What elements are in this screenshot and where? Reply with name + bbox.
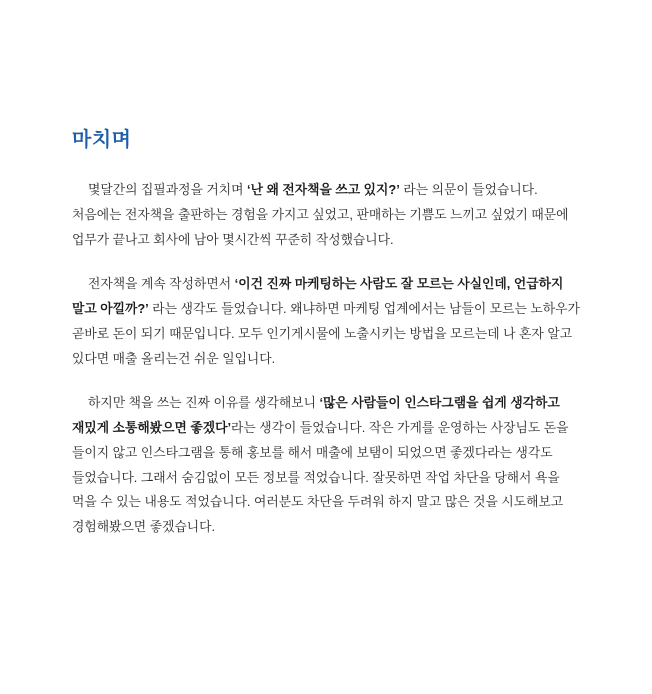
body-text: 몇달간의 집필과정을 거치며 bbox=[88, 182, 248, 197]
emphasized-text: ‘많은 사람들이 인스타그램을 쉽게 생각하고 재밌게 소통해봤으면 좋겠다’ bbox=[72, 394, 560, 435]
body-text: 라는 의문이 들었습니다. 처음에는 전자책을 출판하는 경험을 가지고 싶었고, 판매하는 기쁨도 느끼고 싶었기 때문에 업무가 끝나고 회사에 남아 몇시간씩 꾸준히 작성했습니다. bbox=[72, 182, 569, 247]
paragraph bbox=[72, 391, 580, 541]
emphasized-text: ‘난 왜 전자책을 쓰고 있지?’ bbox=[247, 182, 400, 197]
paragraph bbox=[72, 272, 580, 372]
body-text: 라는 생각도 들었습니다. 왜냐하면 마케팅 업계에서는 남들이 모르는 노하우가 곧바로 돈이 되기 때문입니다. 모두 인기게시물에 노출시키는 방법을 모르는데 나 혼자 알고 있다면 매출 올리는건 쉬운 일입니다. bbox=[72, 300, 580, 366]
body-text: 하지만 책을 쓰는 진짜 이유를 생각해보니 bbox=[88, 394, 320, 410]
paragraph bbox=[72, 178, 580, 253]
emphasized-text: ‘이건 진짜 마케팅하는 사람도 잘 모르는 사실인데, 언급하지 말고 아낄까?’ bbox=[72, 275, 564, 316]
page-title: 마치며 bbox=[72, 129, 132, 151]
body-text: 전자책을 계속 작성하면서 bbox=[88, 275, 235, 291]
document-body bbox=[72, 178, 580, 540]
body-text: 라는 생각이 들었습니다. 작은 가게를 운영하는 사장님도 돈을 들이지 않고 인스타그램을 통해 홍보를 해서 매출에 보탬이 되었으면 좋겠다라는 생각도 들었습니다. 그래서 숨김없이 모든 정보를 적었습니다. 잘못하면 작업 차단을 당해서 욕을 먹을 수 있는 내용도 적었습니다. 여러분도 차단을 두려워 하지 말고 많은 것을 시도해보고 경험해봤으면 좋겠습니다. bbox=[72, 419, 569, 535]
